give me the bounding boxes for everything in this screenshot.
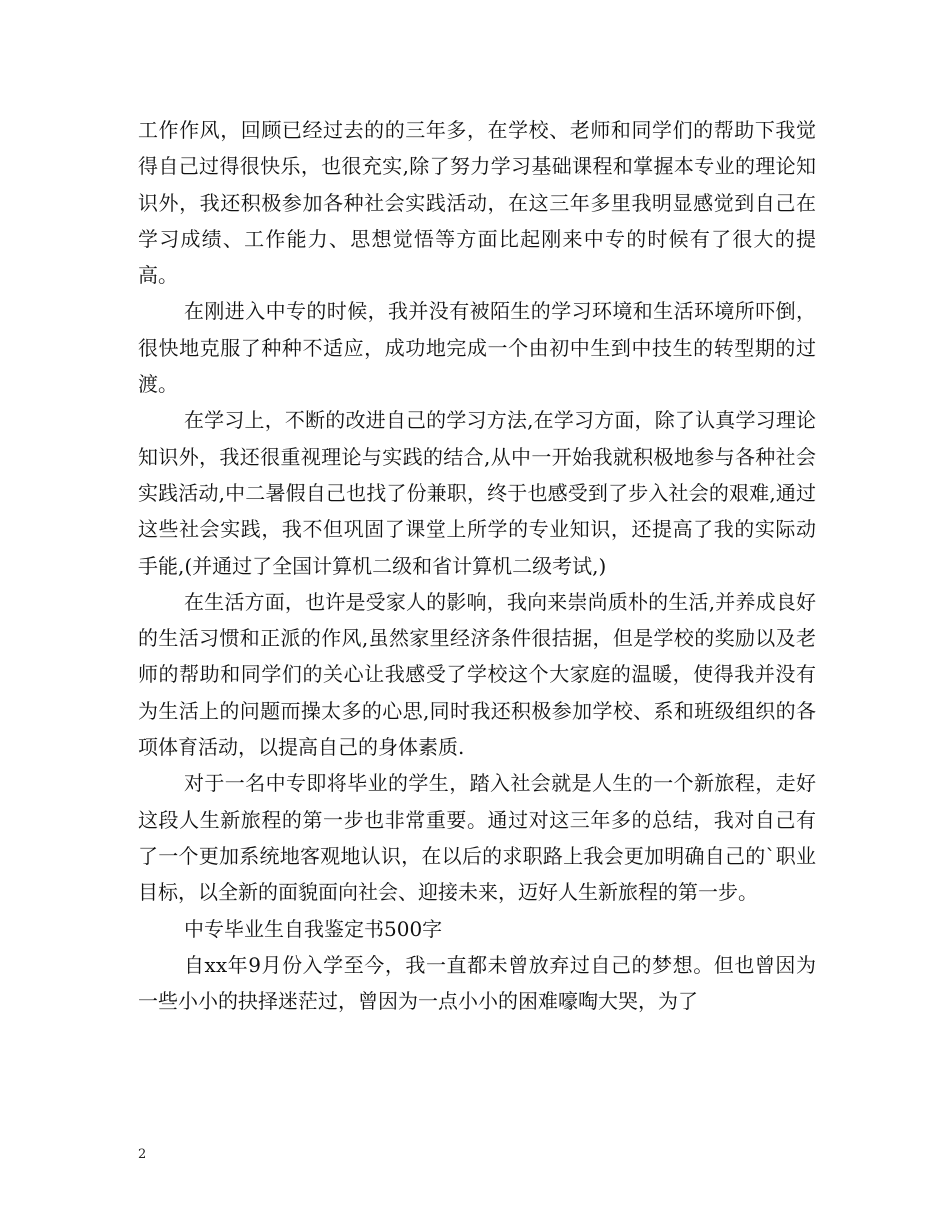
document-body xyxy=(138,112,816,1019)
closing-paragraph: 自xx年9月份入学至今，我一直都未曾放弃过自己的梦想。但也曾因为一些小小的抉择迷茫过，曾因为一点小小的困难嚎啕大哭，为了 xyxy=(138,952,816,1014)
page-number: 2 xyxy=(138,1147,147,1162)
paragraph-1: 工作作风，回顾已经过去的的三年多，在学校、老师和同学们的帮助下我觉得自己过得很快乐，也很充实,除了努力学习基础课程和掌握本专业的理论知识外，我还积极参加各种社会实践活动，在这三年多里我明显感觉到自己在学习成绩、工作能力、思想觉悟等方面比起刚来中专的时候有了很大的提高。 xyxy=(138,118,816,288)
paragraph-4: 在生活方面，也许是受家人的影响，我向来崇尚质朴的生活,并养成良好的生活习惯和正派的作风,虽然家里经济条件很拮据，但是学校的奖励以及老师的帮助和同学们的关心让我感受了学校这个大家庭的温暖，使得我并没有为生活上的问题而操太多的心思,同时我还积极参加学校、系和班级组织的各项体育活动，以提高自己的身体素质. xyxy=(138,589,816,760)
paragraph-5: 对于一名中专即将毕业的学生，踏入社会就是人生的一个新旅程，走好这段人生新旅程的第一步也非常重要。通过对这三年多的总结，我对自己有了一个更加系统地客观地认识，在以后的求职路上我会更加明确自己的`职业目标，以全新的面貌面向社会、迎接未来，迈好人生新旅程的第一步。 xyxy=(138,771,816,905)
paragraph-3: 在学习上，不断的改进自己的学习方法,在学习方面，除了认真学习理论知识外，我还很重视理论与实践的结合,从中一开始我就积极地参与各种社会实践活动,中二暑假自己也找了份兼职，终于也感受到了步入社会的艰难,通过这些社会实践，我不但巩固了课堂上所学的专业知识，还提高了我的实际动手能,(并通过了全国计算机二级和省计算机二级考试,) xyxy=(138,408,816,578)
section-heading: 中专毕业生自我鉴定书500字 xyxy=(184,916,443,941)
paragraph-2: 在刚进入中专的时候，我并没有被陌生的学习环境和生活环境所吓倒，很快地克服了种种不适应，成功地完成一个由初中生到中技生的转型期的过渡。 xyxy=(138,299,816,397)
